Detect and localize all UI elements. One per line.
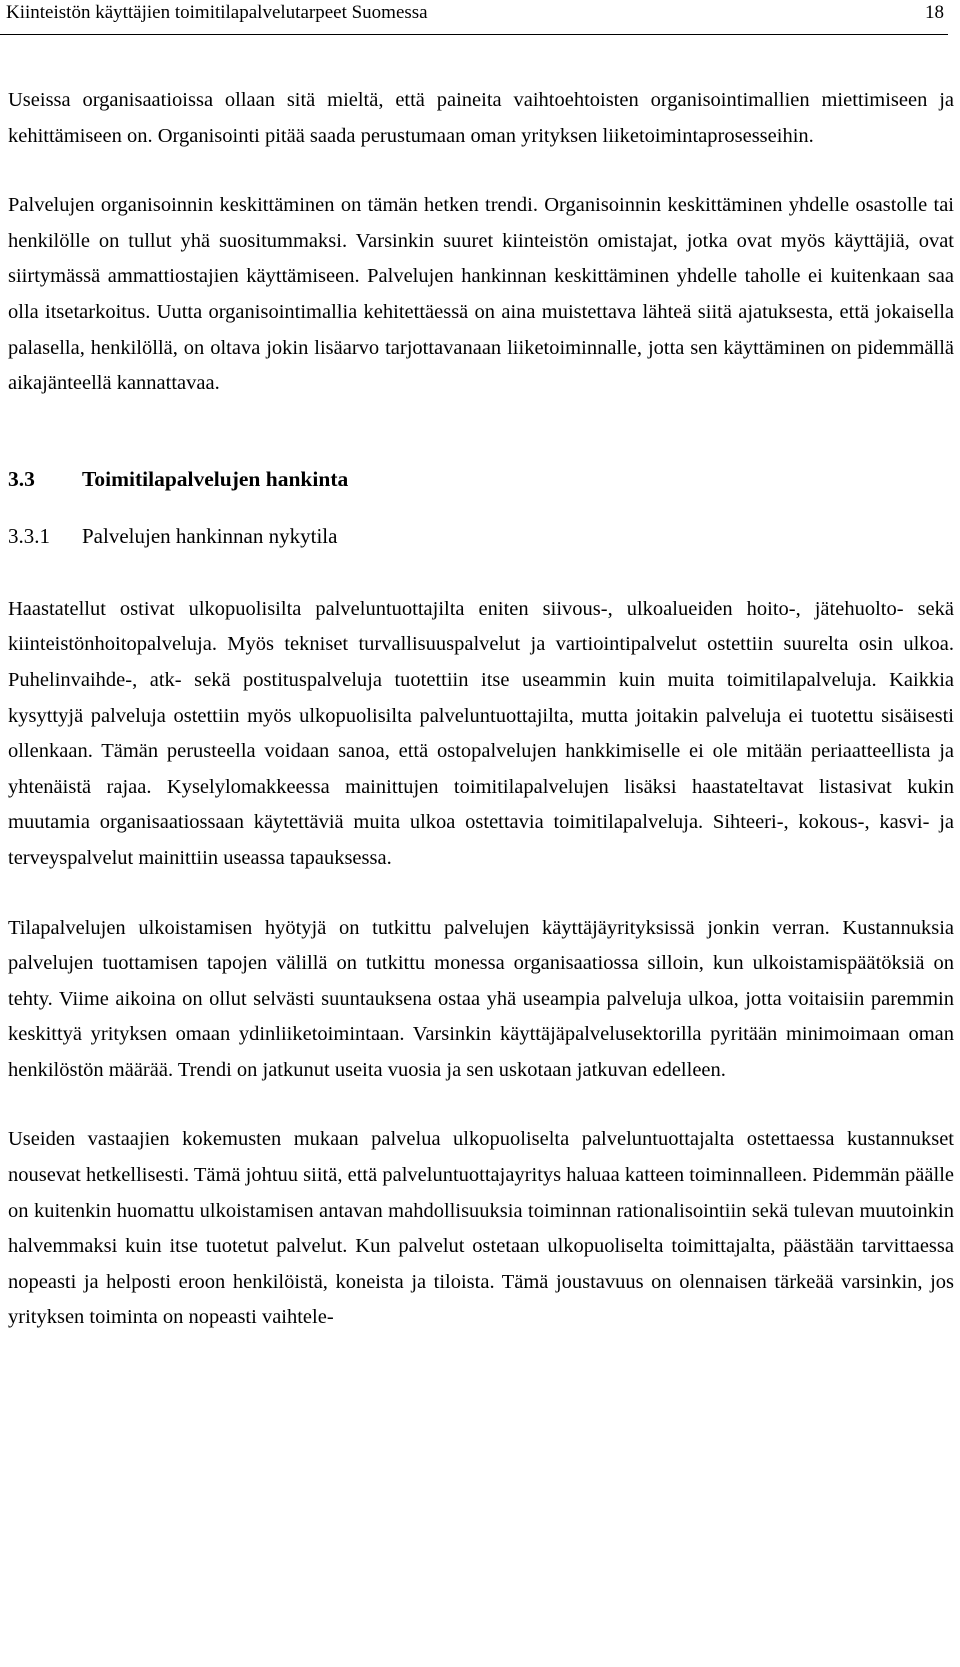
page-number: 18 — [925, 2, 944, 23]
subsection-heading — [8, 521, 954, 551]
header-title: Kiinteistön käyttäjien toimitilapalvelutarpeet Suomessa — [6, 2, 428, 23]
section-number: 3.3 — [8, 466, 35, 491]
paragraph-intro: Useissa organisaatioissa ollaan sitä mieltä, että paineita vaihtoehtoisten organisointimallien miettimiseen ja kehittämiseen on. Organisointi pitää saada perustumaan oman yrityksen liiketoimintaprosesseihin. — [8, 89, 954, 147]
paragraph-outsourcing-benefits: Tilapalvelujen ulkoistamisen hyötyjä on tutkittu palvelujen käyttäjäyrityksissä jonkin verran. Kustannuksia palvelujen tuottamisen tapojen välillä on tutkittu monessa organisaatiossa silloin, kun ulkoistamispäätöksiä on tehty. Viime aikoina on ollut selvästi suuntauksena ostaa yhä useampia palveluja ulkoa, jotta voitaisiin paremmin keskittyä yrityksen omaan ydinliiketoimintaan. Varsinkin käyttäjäpalvelusektorilla pyritään minimoimaan oman henkilöstön määrää. Trendi on jatkunut useita vuosia ja sen uskotaan jatkuvan edelleen. — [8, 916, 954, 1081]
paragraph-purchased-services: Haastatellut ostivat ulkopuolisilta palveluntuottajilta eniten siivous-, ulkoalueiden hoito-, jätehuolto- sekä kiinteistönhoitopalveluja. Myös tekniset turvallisuuspalvelut ja vartiointipalvelut ostettiin suurelta osin ulkoa. Puhelinvaihde-, atk- sekä postituspalveluja tuotettiin itse useammin kuin muita toimitilapalveluja. Kaikkia kysyttyjä palveluja ostettiin myös ulkopuolisilta palveluntuottajilta, mutta joitakin palveluja ei tuotettu sisäisesti ollenkaan. Tämän perusteella voidaan sanoa, että ostopalvelujen hankkimiselle ei ole mitään periaatteellista ja yhtenäistä rajaa. Kyselylomakkeessa mainittujen toimitilapalvelujen lisäksi haastateltavat listasivat kukin muutamia organisaatiossaan käytettäviä muita ulkoa ostettavia toimitilapalveluja. Sihteeri-, kokous-, kasvi- ja terveyspalvelut mainittiin useassa tapauksessa. — [8, 597, 954, 869]
page-content — [8, 83, 954, 1336]
paragraph-trend: Palvelujen organisoinnin keskittäminen on tämän hetken trendi. Organisoinnin keskittäminen yhdelle osastolle tai henkilölle on tullut yhä suositummaksi. Varsinkin suuret kiinteistön omistajat, jotka ovat myös käyttäjiä, ovat siirtymässä ammattiostajien käyttämiseen. Palvelujen hankinnan keskittäminen yhdelle taholle ei kuitenkaan saa olla itsetarkoitus. Uutta organisointimallia kehitettäessä on aina muistettava lähteä siitä ajatuksesta, että jokaisella palasella, henkilöllä, on oltava jokin lisäarvo tarjottavanaan liiketoiminnalle, jotta sen käyttäminen on pidemmällä aikajänteellä kannattavaa. — [8, 194, 954, 395]
running-header — [0, 0, 948, 35]
section-heading — [8, 464, 954, 494]
subsection-title: Palvelujen hankinnan nykytila — [82, 523, 338, 548]
section-title: Toimitilapalvelujen hankinta — [82, 466, 349, 491]
subsection-number: 3.3.1 — [8, 523, 50, 548]
paragraph-costs: Useiden vastaajien kokemusten mukaan palvelua ulkopuoliselta palveluntuottajalta ostettaessa kustannukset nousevat hetkellisesti. Tämä johtuu siitä, että palveluntuottajayritys haluaa katteen toiminnalleen. Pidemmän päälle on kuitenkin huomattu ulkoistamisen antavan mahdollisuuksia toiminnan rationalisointiin sekä tulevan muutoinkin halvemmaksi kuin itse tuotetut palvelut. Kun palvelut ostetaan ulkopuoliselta toimittajalta, päästään tarvittaessa nopeasti ja helposti eroon henkilöistä, koneista ja tiloista. Tämä joustavuus on olennaisen tärkeää varsinkin, jos yrityksen toiminta on nopeasti vaihtele- — [8, 1128, 954, 1329]
